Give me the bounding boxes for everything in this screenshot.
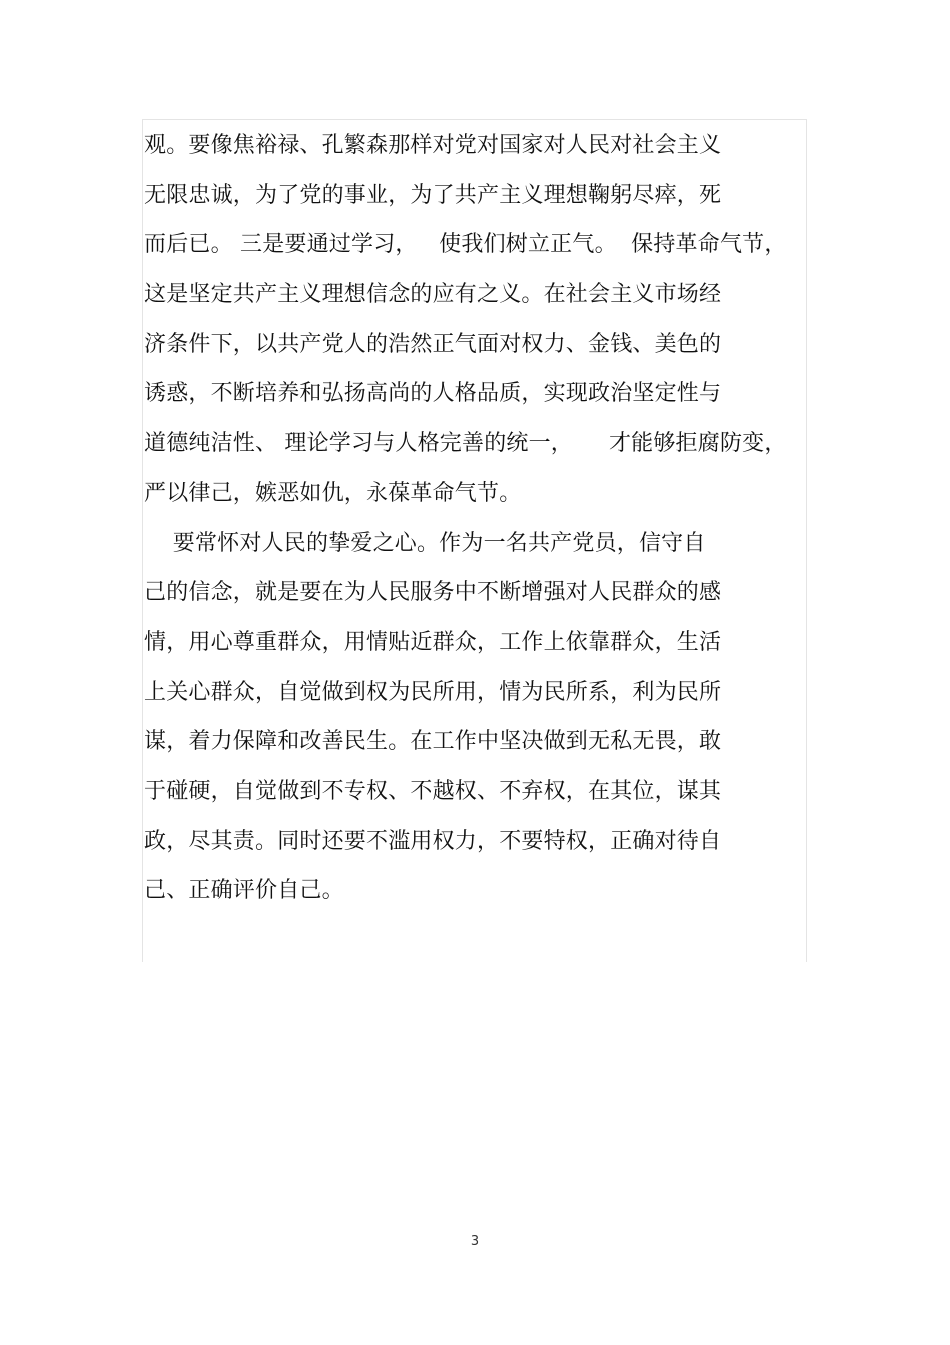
text-line: 情，用心尊重群众，用情贴近群众，工作上依靠群众，生活: [144, 629, 722, 655]
text-line: 严以律己，嫉恶如仇，永葆革命气节。: [144, 480, 522, 506]
text-line: 谋，着力保障和改善民生。在工作中坚决做到无私无畏，敢: [144, 729, 722, 755]
page-number: 3: [470, 1234, 480, 1249]
text-line: 而后已。 三是要通过学习， 使我们树立正气。 保持革命气节，: [144, 232, 787, 258]
text-line: 上关心群众，自觉做到权为民所用，情为民所系，利为民所: [144, 679, 722, 705]
body-text: [144, 121, 794, 916]
text-line: 诱惑，不断培养和弘扬高尚的人格品质，实现政治坚定性与: [144, 381, 722, 407]
text-line: 济条件下，以共产党人的浩然正气面对权力、金钱、美色的: [144, 331, 722, 357]
text-line: 政，尽其责。同时还要不滥用权力，不要特权，正确对待自: [144, 828, 722, 854]
page-frame-right: [806, 119, 807, 962]
text-line: 于碰硬，自觉做到不专权、不越权、不弃权，在其位，谋其: [144, 778, 722, 804]
text-line: 要常怀对人民的挚爱之心。作为一名共产党员，信守自: [144, 530, 706, 556]
page-frame-left: [142, 119, 143, 962]
page-frame-top: [142, 119, 807, 120]
text-line: 己、正确评价自己。: [144, 878, 344, 904]
text-line: 这是坚定共产主义理想信念的应有之义。在社会主义市场经: [144, 282, 722, 308]
text-line: 己的信念，就是要在为人民服务中不断增强对人民群众的感: [144, 580, 722, 606]
text-line: 道德纯洁性、 理论学习与人格完善的统一， 才能够拒腐防变，: [144, 431, 787, 457]
text-line: 无限忠诚，为了党的事业，为了共产主义理想鞠躬尽瘁，死: [144, 182, 722, 208]
text-line: 观。要像焦裕禄、孔繁森那样对党对国家对人民对社会主义: [144, 133, 722, 158]
